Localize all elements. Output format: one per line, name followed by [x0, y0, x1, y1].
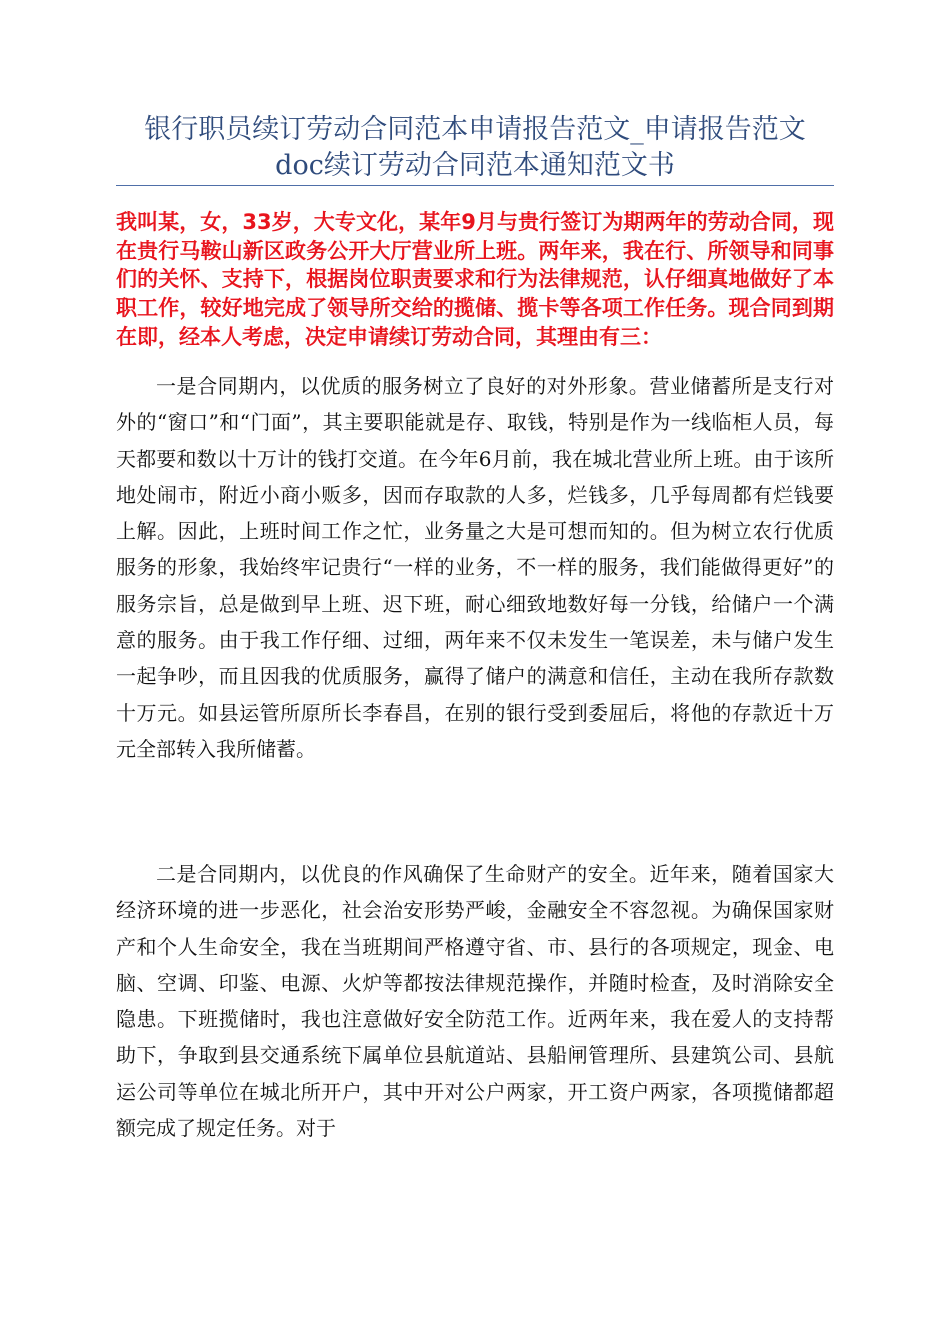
intro-paragraph: 我叫某，女，33岁，大专文化，某年9月与贵行签订为期两年的劳动合同，现在贵行马鞍山新区政务公开大厅营业所上班。两年来，我在行、所领导和同事们的关怀、支持下，根据岗位职责要求和行为法律规范，认仔细真地做好了本职工作，较好地完成了领导所交给的揽储、揽卡等各项工作任务。现合同到期在即，经本人考虑，决定申请续订劳动合同，其理由有三： — [116, 210, 834, 349]
body-paragraph-2: 二是合同期内，以优良的作风确保了生命财产的安全。近年来，随着国家大经济环境的进一步恶化，社会治安形势严峻，金融安全不容忽视。为确保国家财产和个人生命安全，我在当班期间严格遵守省、市、县行的各项规定，现金、电脑、空调、印鉴、电源、火炉等都按法律规范操作，并随时检查，及时消除安全隐患。下班揽储时，我也注意做好安全防范工作。近两年来，我在爱人的支持帮助下，争取到县交通系统下属单位县航道站、县船闸管理所、县建筑公司、县航运公司等单位在城北所开户，其中开对公户两家，开工资户两家，各项揽储都超额完成了规定任务。对于 — [116, 862, 834, 1141]
title-underline — [116, 185, 834, 186]
title-line-1: 银行职员续订劳动合同范本申请报告范文_申请报告范文 — [144, 114, 806, 145]
title-line-2: doc续订劳动合同范本通知范文书 — [275, 150, 675, 181]
body-paragraph-1: 一是合同期内，以优质的服务树立了良好的对外形象。营业储蓄所是支行对外的“窗口”和“门面”，其主要职能就是存、取钱，特别是作为一线临柜人员，每天都要和数以十万计的钱打交道。在今年6月前，我在城北营业所上班。由于该所地处闹市，附近小商小贩多，因而存取款的人多，烂钱多，几乎每周都有烂钱要上解。因此，上班时间工作之忙，业务量之大是可想而知的。但为树立农行优质服务的形象，我始终牢记贵行“一样的业务，不一样的服务，我们能做得更好”的服务宗旨，总是做到早上班、迟下班，耐心细致地数好每一分钱，给储户一个满意的服务。由于我工作仔细、过细，两年来不仅未发生一笔误差，未与储户发生一起争吵，而且因我的优质服务，赢得了储户的满意和信任，主动在我所存款数十万元。如县运管所原所长李春昌，在别的银行受到委屈后，将他的存款近十万元全部转入我所储蓄。 — [116, 374, 834, 761]
document-title — [116, 112, 834, 184]
